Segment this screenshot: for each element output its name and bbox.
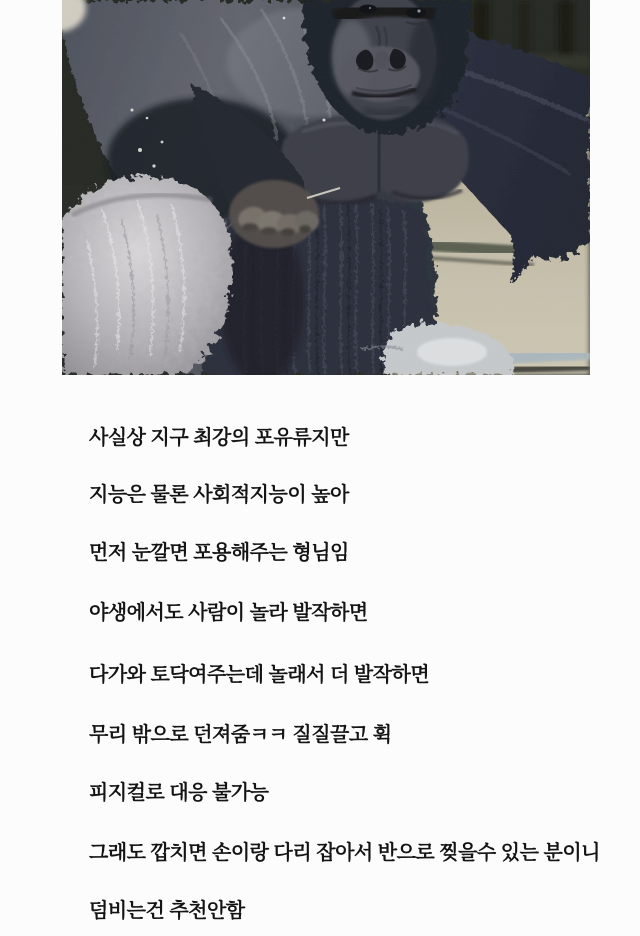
caption-line-6: 무리 밖으로 던져줌ㅋㅋ 질질끌고 휙 [89,724,392,746]
caption-line-8: 그래도 깝치면 손이랑 다리 잡아서 반으로 찢을수 있는 분이니 [89,842,600,864]
caption-line-9: 덤비는건 추천안함 [89,900,245,922]
caption-line-1: 사실상 지구 최강의 포유류지만 [89,427,349,449]
caption-line-7: 피지컬로 대응 불가능 [89,782,269,804]
caption-line-4: 야생에서도 사람이 놀라 발작하면 [89,602,368,624]
caption-line-3: 먼저 눈깔면 포용해주는 형님임 [89,542,349,564]
caption-line-5: 다가와 토닥여주는데 놀래서 더 발작하면 [89,664,430,686]
caption-line-2: 지능은 물론 사회적지능이 높아 [89,484,349,506]
